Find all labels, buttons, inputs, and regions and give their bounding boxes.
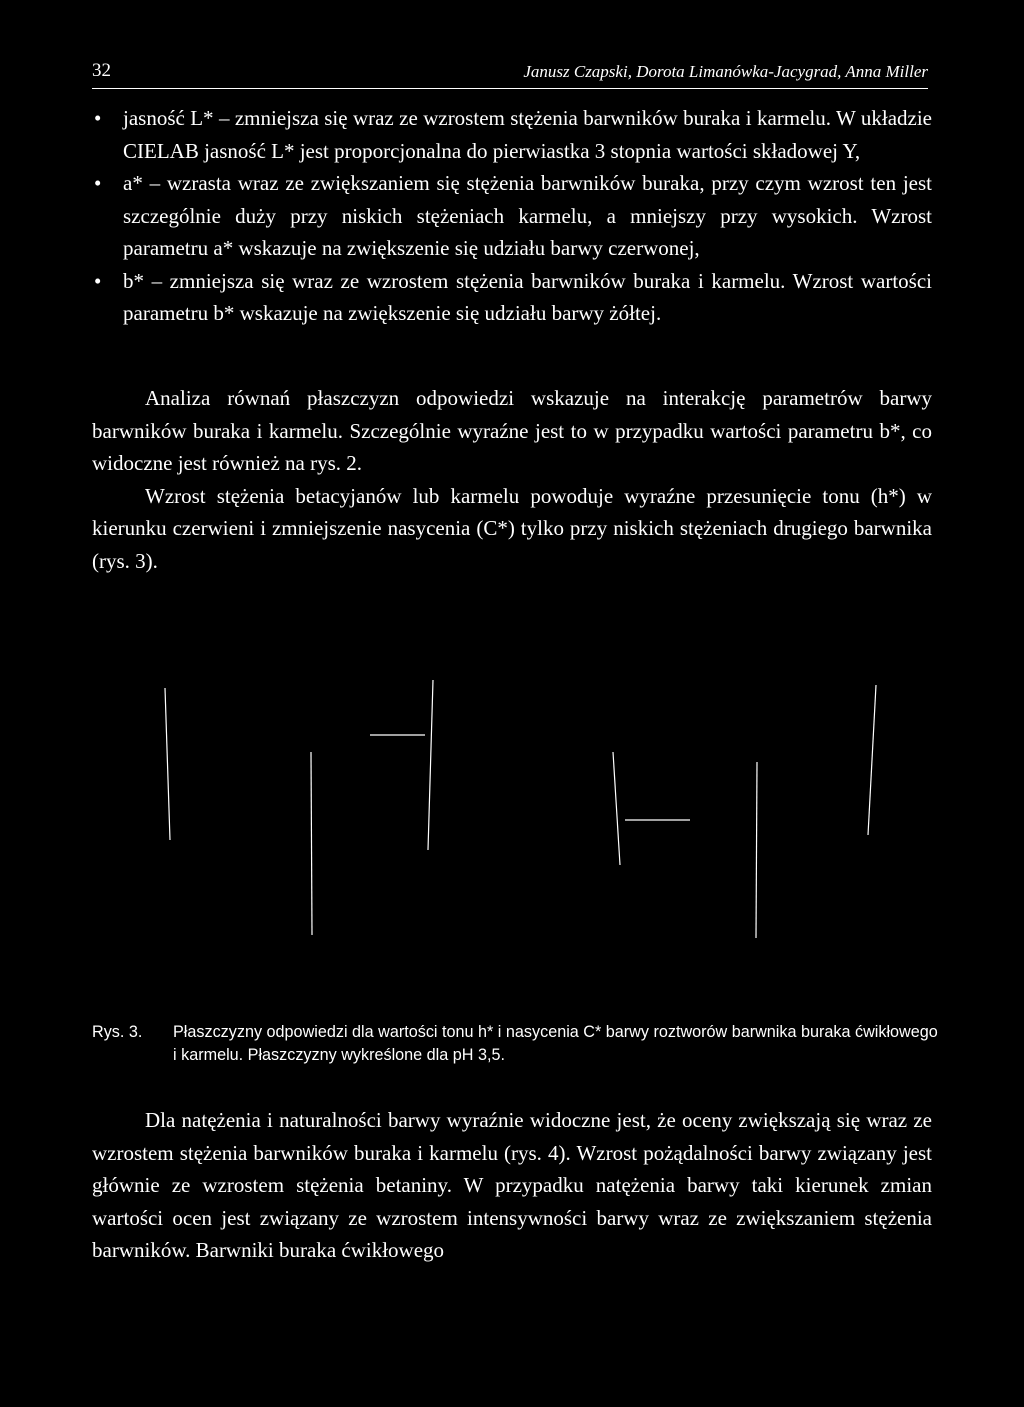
header-rule	[92, 88, 928, 89]
figure-response-surfaces	[150, 670, 890, 970]
bullet-item-b-star: • b* – zmniejsza się wraz ze wzrostem stężenia barwników buraka i karmelu. Wzrost wartości parametru b* wskazuje na zwiększenie się udziału barwy żółtej.	[92, 265, 932, 330]
paragraph-desirability: Dla natężenia i naturalności barwy wyraźnie widoczne jest, że oceny zwiększają się wraz ze wzrostem stężenia barwników buraka i karmelu (rys. 4). Wzrost pożądalności barwy związany jest głównie ze wzrostem stężenia betaniny. W przypadku natężenia barwy taki kierunek zmian wartości ocen jest związany ze wzrostem intensywności barwy wraz ze zwiększaniem stężenia barwników. Barwniki buraka ćwikłowego	[92, 1108, 932, 1262]
bottom-paragraph-block	[92, 1104, 932, 1267]
paragraph-interaction: Analiza równań płaszczyzn odpowiedzi wskazuje na interakcję parametrów barwy barwników buraka i karmelu. Szczególnie wyraźne jest to w przypadku wartości parametru b*, co widoczne jest również na rys. 2.	[92, 386, 932, 475]
caption-label: Rys. 3.	[92, 1023, 143, 1041]
figure-line	[613, 752, 620, 865]
paragraph-hue-shift: Wzrost stężenia betacyjanów lub karmelu powoduje wyraźne przesunięcie tonu (h*) w kierunku czerwieni i zmniejszenie nasycenia (C*) tylko przy niskich stężeniach drugiego barwnika (rys. 3).	[92, 483, 932, 573]
bullet-item-a-star: • a* – wzrasta wraz ze zwiększaniem się stężenia barwników buraka, przy czym wzrost ten jest szczególnie duży przy niskich stężeniach karmelu, a mniejszy przy wysokich. Wzrost parametru a* wskazuje na zwiększenie się udziału barwy czerwonej,	[92, 167, 932, 265]
body-paragraphs	[92, 382, 932, 577]
bullet-item-lightness: • jasność L* – zmniejsza się wraz ze wzrostem stężenia barwników buraka i karmelu. W układzie CIELAB jasność L* jest proporcjonalna do pierwiastka 3 stopnia wartości składowej Y,	[92, 102, 932, 167]
figure-line	[868, 685, 876, 835]
page-header	[92, 58, 928, 90]
page-number: 32	[92, 60, 111, 81]
figure-line	[165, 688, 170, 840]
bullet-list	[92, 102, 932, 330]
figure-caption	[92, 1021, 938, 1067]
figure-line	[428, 680, 433, 850]
figure-line	[756, 762, 757, 938]
running-head: Janusz Czapski, Dorota Limanówka-Jacygrad, Anna Miller	[523, 62, 928, 81]
figure-graphic	[150, 670, 890, 970]
figure-line	[311, 752, 312, 935]
caption-text: Płaszczyzny odpowiedzi dla wartości tonu h* i nasycenia C* barwy roztworów barwnika buraka ćwikłowego i karmelu. Płaszczyzny wykreślone dla pH 3,5.	[173, 1023, 938, 1064]
